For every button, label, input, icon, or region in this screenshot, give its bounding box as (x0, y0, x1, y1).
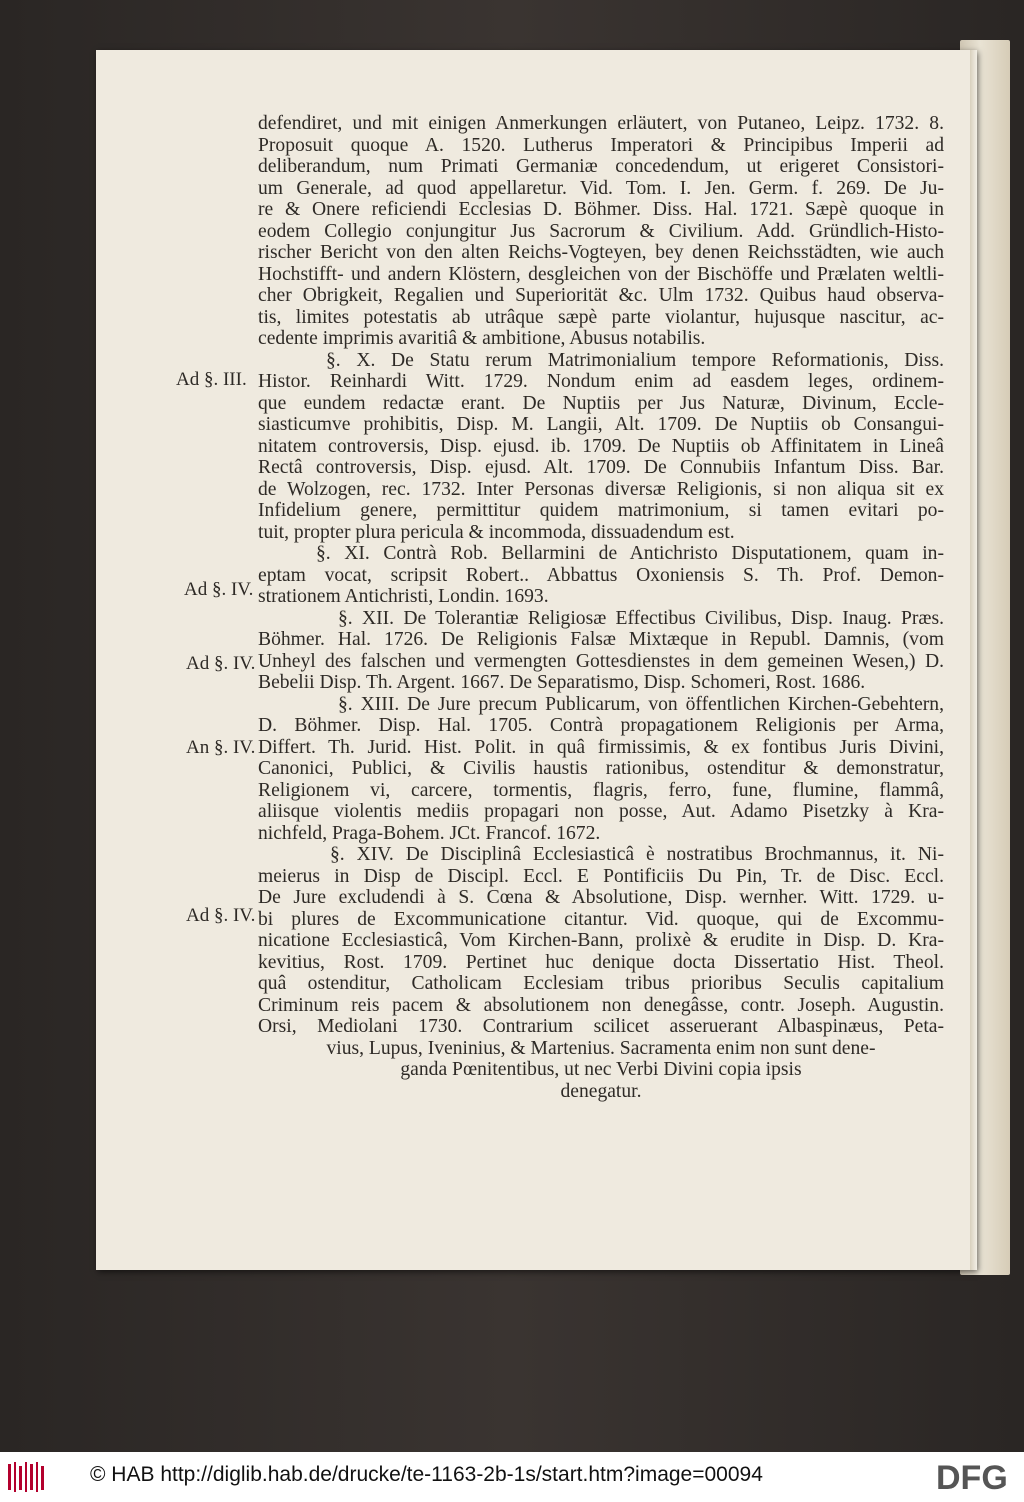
text-line: Proposuit quoque A. 1520. Lutherus Imperatori & Principibus Imperii ad (258, 134, 944, 156)
text-line: de Wolzogen, rec. 1732. Inter Personas diversæ Religionis, si non aliqua sit ex (258, 478, 944, 500)
text-line: Unheyl des falschen und vermengten Gottesdienstes in dem gemeinen Wesen,) D. (258, 650, 944, 672)
viewer-footer (0, 1452, 1024, 1502)
page-body-text (258, 113, 944, 1102)
text-line: um Generale, ad quod appellaretur. Vid. Tom. I. Jen. Germ. f. 269. De Ju- (258, 177, 944, 199)
margin-note: Ad §. III. (176, 369, 247, 390)
margin-note: Ad §. IV. (186, 905, 256, 926)
text-line: kevitius, Rost. 1709. Pertinet huc denique docta Dissertatio Hist. Theol. (258, 951, 944, 973)
text-line: quâ ostenditur, Catholicam Ecclesiam tribus prioribus Seculis capitalium (258, 973, 944, 994)
text-line: aliisque violentis mediis propagari non posse, Aut. Adamo Pisetzky à Kra- (258, 801, 944, 822)
text-line: meierus in Disp de Discipl. Eccl. E Pontificiis Du Pin, Tr. de Disc. Eccl. (258, 865, 944, 887)
text-line: Differt. Th. Jurid. Hist. Polit. in quâ firmissimis, & ex fontibus Juris Divini, (258, 736, 944, 758)
text-line: deliberandum, num Primati Germaniæ concedendum, ut erigeret Consistori- (258, 156, 944, 177)
text-line: Bebelii Disp. Th. Argent. 1667. De Separatismo, Disp. Schomeri, Rost. 1686. (258, 672, 866, 693)
text-line: Religionem vi, carcere, tormentis, flagris, ferro, fune, flumine, flammâ, (258, 779, 944, 801)
text-line: re & Onere reficiendi Ecclesias D. Böhmer. Diss. Hal. 1721. Sæpè quoque in (258, 199, 944, 220)
text-line: Rectâ controversis, Disp. ejusd. Alt. 1709. De Connubiis Infantum Diss. Bar. (258, 457, 944, 478)
text-line: D. Böhmer. Disp. Hal. 1705. Contrà propagationem Religionis per Arma, (258, 715, 944, 736)
text-line: rischer Bericht von den alten Reichs-Vogteyen, bey denen Reichsstädten, wie auch (258, 242, 944, 263)
text-line: §. XIII. De Jure precum Publicarum, von öffentlichen Kirchen-Gebehtern, (338, 693, 944, 715)
dfg-logo-text: DFG (936, 1459, 1008, 1496)
text-line: eptam vocat, scripsit Robert.. Abbattus Oxoniensis S. Th. Prof. Demon- (258, 564, 944, 586)
text-line: tis, limites potestatis ab utrâque sæpè parte violantur, hujusque nascitur, ac- (258, 306, 944, 328)
text-line: strationem Antichristi, Londin. 1693. (258, 586, 549, 607)
text-line: §. XIV. De Disciplinâ Ecclesiasticâ è nostratibus Brochmannus, it. Ni- (330, 844, 944, 865)
text-line: §. XI. Contrà Rob. Bellarmini de Antichristo Disputationem, quam in- (316, 543, 944, 564)
text-line: §. XII. De Tolerantiæ Religiosæ Effectibus Civilibus, Disp. Inaug. Præs. (338, 607, 944, 629)
page-fore-edge (970, 50, 977, 1270)
copyright-url-text: © HAB http://diglib.hab.de/drucke/te-1163-2b-1s/start.htm?image=00094 (90, 1463, 763, 1486)
text-line: nichfeld, Praga-Bohem. JCt. Francof. 1672. (258, 822, 601, 844)
text-line: Hochstifft- und andern Klöstern, desgleichen von der Bischöffe und Prælaten weltli- (258, 263, 944, 285)
library-logo-icon (6, 1460, 46, 1494)
text-line: Infidelium genere, permittitur quidem matrimonium, si tamen evitari po- (258, 500, 944, 521)
text-line: §. X. De Statu rerum Matrimonialium tempore Reformationis, Diss. (326, 349, 944, 371)
text-line: bi plures de Excommunicatione citantur. Vid. quoque, qui de Excommu- (258, 908, 944, 930)
text-line: Criminum reis pacem & absolutionem non denegâsse, contr. Joseph. Augustin. (258, 994, 944, 1016)
text-line: Orsi, Mediolani 1730. Contrarium scilicet asseruerant Albaspinæus, Peta- (258, 1016, 944, 1037)
text-line: Canonici, Publici, & Civilis haustis rationibus, ostenditur & demonstratur, (258, 758, 944, 779)
text-line: Böhmer. Hal. 1726. De Religionis Falsæ Mixtæque in Republ. Damnis, (vom (258, 629, 944, 650)
margin-note: An §. IV. (186, 737, 256, 758)
text-line: cedente imprimis avaritiâ & ambitione, Abusus notabilis. (258, 328, 706, 349)
text-line: Histor. Reinhardi Witt. 1729. Nondum enim ad easdem leges, ordinem- (258, 371, 944, 392)
text-line: siasticumve prohibitis, Disp. M. Langii, Alt. 1709. De Nuptiis ob Consangui- (258, 414, 944, 435)
text-line: eodem Collegio conjungitur Jus Sacrorum & Civilium. Add. Gründlich-Histo- (258, 220, 944, 242)
text-line: De Jure excludendi à S. Cœna & Absolutione, Disp. wernher. Witt. 1729. u- (258, 887, 944, 908)
text-line: cher Obrigkeit, Regalien und Superiorität &c. Ulm 1732. Quibus haud observa- (258, 285, 944, 306)
text-line: nitatem controversis, Disp. ejusd. ib. 1709. De Nuptiis ob Affinitatem in Lineâ (258, 435, 944, 457)
text-line: nicatione Ecclesiasticâ, Vom Kirchen-Bann, prolixè & erudite in Disp. D. Kra- (258, 930, 944, 951)
text-line: denegatur. (560, 1080, 642, 1102)
text-line: vius, Lupus, Iveninius, & Martenius. Sacramenta enim non sunt dene- (326, 1037, 876, 1059)
text-line: tuit, propter plura pericula & incommoda, dissuadendum est. (258, 521, 735, 543)
margin-note: Ad §. IV. (184, 579, 254, 600)
text-line: que eundem redactæ erant. De Nuptiis per Jus Naturæ, Divinum, Eccle- (258, 392, 944, 414)
text-line: ganda Pœnitentibus, ut nec Verbi Divini copia ipsis (400, 1059, 802, 1080)
margin-note: Ad §. IV. (186, 653, 256, 674)
text-line: defendiret, und mit einigen Anmerkungen erläutert, von Putaneo, Leipz. 1732. 8. (258, 113, 944, 134)
dfg-logo-icon (934, 1458, 1018, 1496)
